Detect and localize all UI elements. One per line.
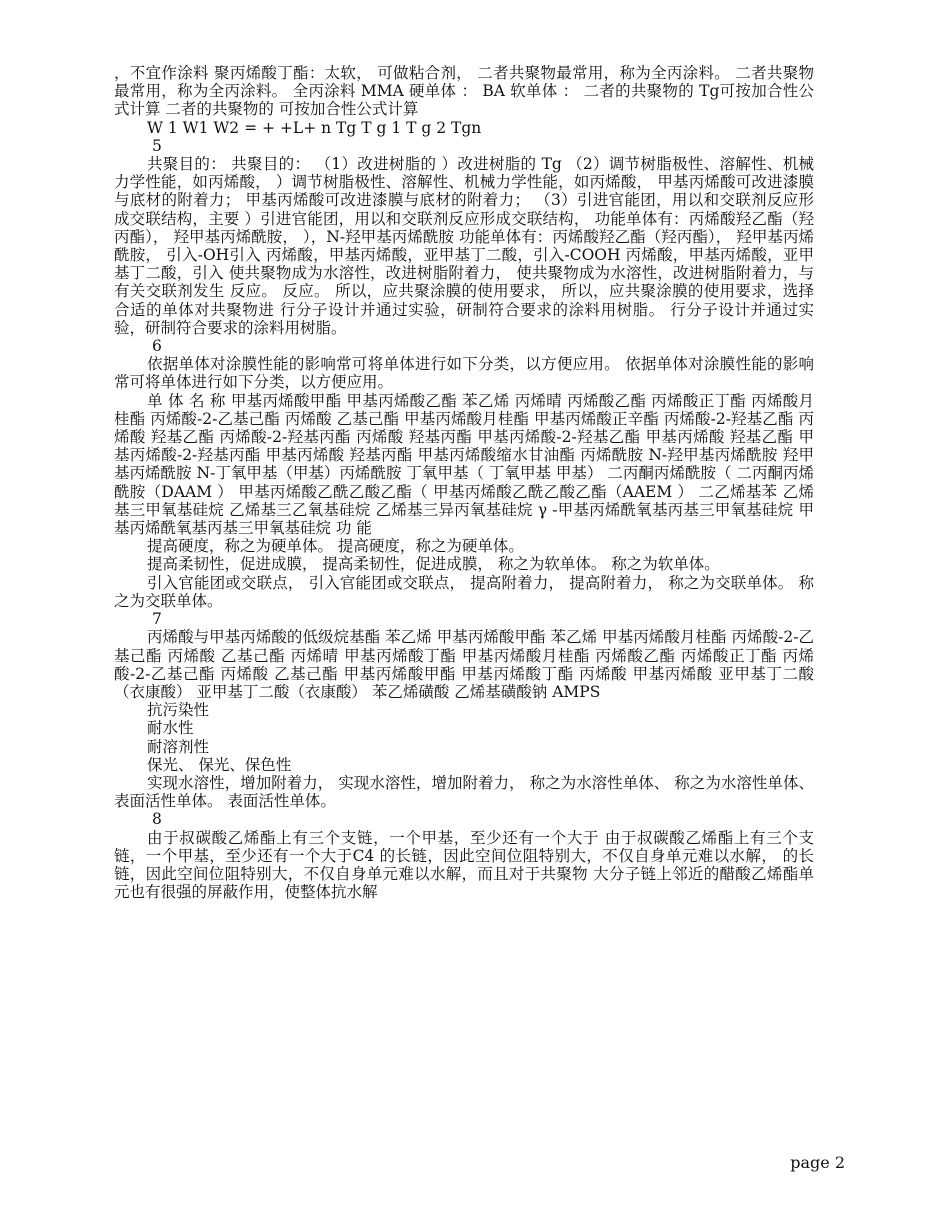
paragraph: W 1 W1 W2 = + +L+ n Tg T g 1 T g 2 Tgn [147,118,482,137]
paragraph: 引入官能团或交联点， 引入官能团或交联点， 提高附着力， 提高附着力， 称之为交联单体。 称之为交联单体。 [114,573,814,610]
paragraph: ，不宜作涂料 聚丙烯酸丁酯：太软， 可做粘合剂， 二者共聚物最常用，称为全丙涂料。 二者共聚物最常用，称为全丙涂料。 全丙涂料 MMA 硬单体 ： BA 软单体 ： 二者的共聚物的 Tg可按加合性公式计算 二者的共聚物的 可按加合性公式计算 [114,64,814,119]
section-number: 8 [152,810,162,829]
paragraph: 依据单体对涂膜性能的影响常可将单体进行如下分类，以方便应用。 依据单体对涂膜性能的影响常可将单体进行如下分类，以方便应用。 [114,355,814,392]
paragraph: 耐水性 [147,719,194,738]
section-number: 6 [152,337,162,356]
page-number: page 2 [790,1153,845,1172]
paragraph: 提高硬度，称之为硬单体。 提高硬度，称之为硬单体。 [147,537,524,556]
paragraph: 保光、 保光、保色性 [147,755,292,774]
paragraph: 实现水溶性，增加附着力， 实现水溶性，增加附着力， 称之为水溶性单体、 称之为水溶性单体、 表面活性单体。 表面活性单体。 [114,773,814,811]
paragraph: 提高柔韧性，促进成膜， 提高柔韧性，促进成膜， 称之为软单体。 称之为软单体。 [147,555,720,574]
paragraph: 耐溶剂性 [147,737,210,756]
paragraph: 单 体 名 称 甲基丙烯酸甲酯 甲基丙烯酸乙酯 苯乙烯 丙烯晴 丙烯酸乙酯 丙烯酸正丁酯 丙烯酸月桂酯 丙烯酸-2-乙基己酯 丙烯酸 乙基己酯 甲基丙烯酸月桂酯 甲基丙烯酸正辛酯 丙烯酸-2-羟基乙酯 丙烯酸 羟基乙酯 丙烯酸-2-羟基丙酯 丙烯酸 羟基丙酯 甲基丙烯酸-2-羟基乙酯 甲基丙烯酸 羟基乙酯 甲基丙烯酸-2-羟基丙酯 甲基丙烯酸 羟基丙酯 甲基丙烯酸缩水甘油酯 丙烯酰胺 N-羟甲基丙烯酰胺 羟甲基丙烯酰胺 N-丁氧甲基（甲基）丙烯酰胺 丁氧甲基（ 丁氧甲基 甲基） 二丙酮丙烯酰胺（ 二丙酮丙烯酰胺（DAAM ） 甲基丙烯酸乙酰乙酸乙酯（ 甲基丙烯酸乙酰乙酸乙酯（AAEM ） 二乙烯基苯 乙烯基三甲氧基硅烷 乙烯基三乙氧基硅烷 乙烯基三异丙氧基硅烷 γ -甲基丙烯酰氧基丙基三甲氧基硅烷 甲基丙烯酰氧基丙基三甲氧基硅烷 功 能 [114,391,814,538]
paragraph: 丙烯酸与甲基丙烯酸的低级烷基酯 苯乙烯 甲基丙烯酸甲酯 苯乙烯 甲基丙烯酸月桂酯 丙烯酸-2-乙基己酯 丙烯酸 乙基己酯 丙烯晴 甲基丙烯酸丁酯 甲基丙烯酸月桂酯 丙烯酸乙酯 丙烯酸正丁酯 丙烯酸-2-乙基己酯 丙烯酸 乙基己酯 甲基丙烯酸甲酯 甲基丙烯酸丁酯 丙烯酸 甲基丙烯酸 亚甲基丁二酸（衣康酸） 亚甲基丁二酸（衣康酸） 苯乙烯磺酸 乙烯基磺酸钠 AMPS [114,628,814,701]
paragraph: 共聚目的： 共聚目的： （1）改进树脂的 ）改进树脂的 Tg （2）调节树脂极性、溶解性、机械力学性能，如丙烯酸， ）调节树脂极性、溶解性、机械力学性能，如丙烯酸， 甲基丙烯酸可改进漆膜与底材的附着力； 甲基丙烯酸可改进漆膜与底材的附着力； （3）引进官能团，用以和交联剂反应形成交联结构，主要 ）引进官能团，用以和交联剂反应形成交联结构， 功能单体有：丙烯酸羟乙酯（羟丙酯）， 羟甲基丙烯酰胺， ），N-羟甲基丙烯酰胺 功能单体有：丙烯酸羟乙酯（羟丙酯）， 羟甲基丙烯酰胺， 引入-OH引入 丙烯酸，甲基丙烯酸，亚甲基丁二酸，引入-COOH 丙烯酸，甲基丙烯酸，亚甲基丁二酸，引入 使共聚物成为水溶性，改进树脂附着力， 使共聚物成为水溶性，改进树脂附着力，与有关交联剂发生 反应。 反应。 所以，应共聚涂膜的使用要求， 所以，应共聚涂膜的使用要求，选择合适的单体对共聚物进 行分子设计并通过实验，研制符合要求的涂料用树脂。 行分子设计并通过实验，研制符合要求的涂料用树脂。 [114,155,814,337]
paragraph: 由于叔碳酸乙烯酯上有三个支链，一个甲基，至少还有一个大于 由于叔碳酸乙烯酯上有三个支链，一个甲基，至少还有一个大于C4 的长链，因此空间位阻特别大，不仅自身单元难以水解， 的长链，因此空间位阻特别大，不仅自身单元难以水解，而且对于共聚物 大分子链上邻近的醋酸乙烯酯单元也有很强的屏蔽作用，使整体抗水解 [114,828,814,902]
section-number: 7 [152,610,162,629]
section-number: 5 [152,136,162,155]
paragraph: 抗污染性 [147,701,210,720]
document-body [114,64,814,901]
